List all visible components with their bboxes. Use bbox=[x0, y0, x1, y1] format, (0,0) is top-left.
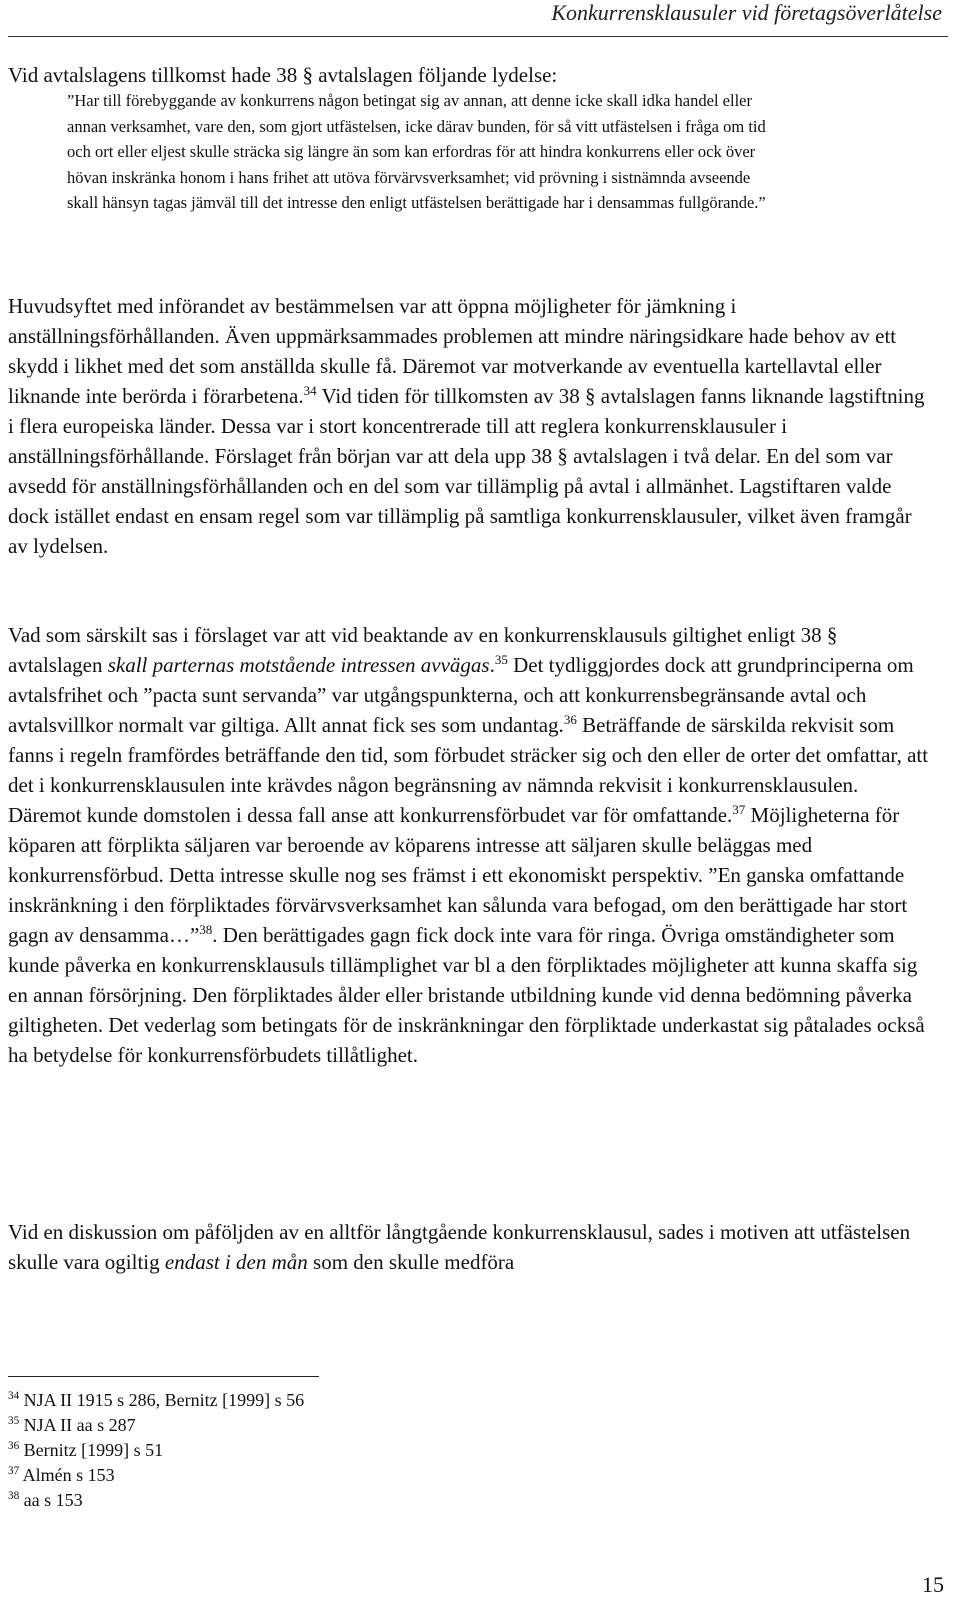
paragraph-2 bbox=[8, 620, 933, 1070]
paragraph-2-text-c: Det tydliggjordes dock att grundprinciperna om avtalsfrihet och ”pacta sunt servanda” var utgångspunkterna, och att konkurrensbegränsande avtal och avtalsvillkor normalt var giltiga. Allt annat fick ses som undantag. bbox=[8, 653, 914, 737]
footnote-text: Almén s 153 bbox=[19, 1465, 115, 1485]
footnote-ref-37[interactable]: 37 bbox=[732, 802, 746, 817]
footnote-35 bbox=[8, 1413, 608, 1438]
footnote-ref-34[interactable]: 34 bbox=[303, 383, 317, 398]
page-number: 15 bbox=[922, 1572, 944, 1597]
paragraph-2-text-e: Möjligheterna för köparen att förplikta säljaren var beroende av köparens intresse att säljaren skulle beläggas med konkurrensförbud. Detta intresse skulle nog ses främst i ett ekonomiskt perspektiv. ”En ganska omfattande inskränkning i den förpliktades förvärvsverksamhet kan sålunda vara befogad, om den berättigade har stort gagn av densamma…” bbox=[8, 803, 908, 947]
footnote-34 bbox=[8, 1388, 608, 1413]
footnote-text: NJA II aa s 287 bbox=[19, 1415, 136, 1435]
footnote-separator bbox=[8, 1376, 319, 1377]
paragraph-1 bbox=[8, 291, 933, 561]
footnote-ref-36[interactable]: 36 bbox=[563, 712, 577, 727]
statute-quote: ”Har till förebyggande av konkurrens någon betingat sig av annan, att denne icke skall idka handel eller annan verksamhet, vare den, som gjort utfästelsen, icke därav bunden, för så vitt utfästelsen i fråga om tid och ort eller eljest skulle sträcka sig längre än som kan erfordras för att hindra konkurrens eller ock över hövan inskränka honom i hans frihet att utöva förvärvsverksamhet; vid prövning i sistnämnda avseende skall hänsyn tagas jämväl till det intresse den enligt utfästelsen berättigade har i densammas fullgörande.” bbox=[67, 91, 766, 212]
intro-paragraph: Vid avtalslagens tillkomst hade 38 § avtalslagen följande lydelse: bbox=[8, 63, 558, 87]
paragraph-1-text-a: Huvudsyftet med införandet av bestämmelsen var att öppna möjligheter för jämkning i anställningsförhållanden. Även uppmärksammades problemen att mindre näringsidkare hade behov av ett skydd i likhet med det som anställda skulle få. Däremot var motverkande av eventuella kartellavtal eller liknande inte berörda i förarbetena. bbox=[8, 294, 897, 408]
footnote-number: 36 bbox=[8, 1440, 20, 1452]
footnote-ref-38[interactable]: 38 bbox=[199, 922, 213, 937]
footnote-text: aa s 153 bbox=[19, 1490, 83, 1510]
footnotes bbox=[8, 1388, 608, 1513]
paragraph-1-text-b: Vid tiden för tillkomsten av 38 § avtalslagen fanns liknande lagstiftning i flera europeiska länder. Dessa var i stort koncentrerade till att reglera konkurrensklausuler i anställningsförhållande. Förslaget från början var att dela upp 38 § avtalslagen i två delar. En del som var avsedd för anställningsförhållanden och en del som var tillämplig på avtal i allmänhet. Lagstiftaren valde dock istället endast en ensam regel som var tillämplig på samtliga konkurrensklausuler, vilket även framgår av lydelsen. bbox=[8, 384, 925, 558]
paragraph-3 bbox=[8, 1217, 933, 1277]
footnote-text: NJA II 1915 s 286, Bernitz [1999] s 56 bbox=[19, 1390, 305, 1410]
footnote-36 bbox=[8, 1438, 608, 1463]
footnote-ref-35[interactable]: 35 bbox=[494, 652, 508, 667]
paragraph-3-text-a: Vid en diskussion om påföljden av en alltför långtgående konkurrensklausul, sades i motiven att utfästelsen skulle vara ogiltig bbox=[8, 1220, 911, 1274]
paragraph-3-emphasis: endast i den mån bbox=[164, 1250, 308, 1274]
footnote-text: Bernitz [1999] s 51 bbox=[19, 1440, 164, 1460]
footnote-37 bbox=[8, 1463, 608, 1488]
paragraph-2-emphasis: skall parternas motstående intressen avvägas bbox=[107, 653, 490, 677]
running-header: Konkurrensklausuler vid företagsöverlåtelse bbox=[551, 0, 942, 25]
paragraph-2-text-f: . Den berättigades gagn fick dock inte vara för ringa. Övriga omständigheter som kunde påverka en konkurrensklausuls tillämplighet var bl a den förpliktades möjligheter att kunna skaffa sig en annan försörjning. Den förpliktades ålder eller bristande utbildning kunde vid denna bedömning påverka giltigheten. Det vederlag som betingats för de inskränkningar den förpliktade underkastat sig påtalades också ha betydelse för konkurrensförbudets tillåtlighet. bbox=[8, 923, 925, 1067]
footnote-number: 35 bbox=[8, 1415, 20, 1427]
footnote-number: 37 bbox=[8, 1465, 20, 1477]
paragraph-2-text-d: Beträffande de särskilda rekvisit som fanns i regeln framfördes beträffande den tid, som förbudet sträcker sig och den eller de orter det omfattar, att det i konkurrensklausulen inte krävdes någon begränsning av nämnda rekvisit i konkurrensklausulen. Däremot kunde domstolen i dessa fall anse att konkurrensförbudet var för omfattande. bbox=[8, 713, 929, 827]
paragraph-3-text-b: som den skulle medföra bbox=[307, 1250, 515, 1274]
footnote-38 bbox=[8, 1488, 608, 1513]
footnote-number: 38 bbox=[8, 1490, 20, 1502]
paragraph-2-text-a: Vad som särskilt sas i förslaget var att vid beaktande av en konkurrensklausuls giltighet enligt 38 § avtalslagen bbox=[8, 623, 838, 677]
header-rule bbox=[8, 36, 948, 37]
footnote-number: 34 bbox=[8, 1390, 20, 1402]
paragraph-2-text-b: . bbox=[489, 653, 495, 677]
